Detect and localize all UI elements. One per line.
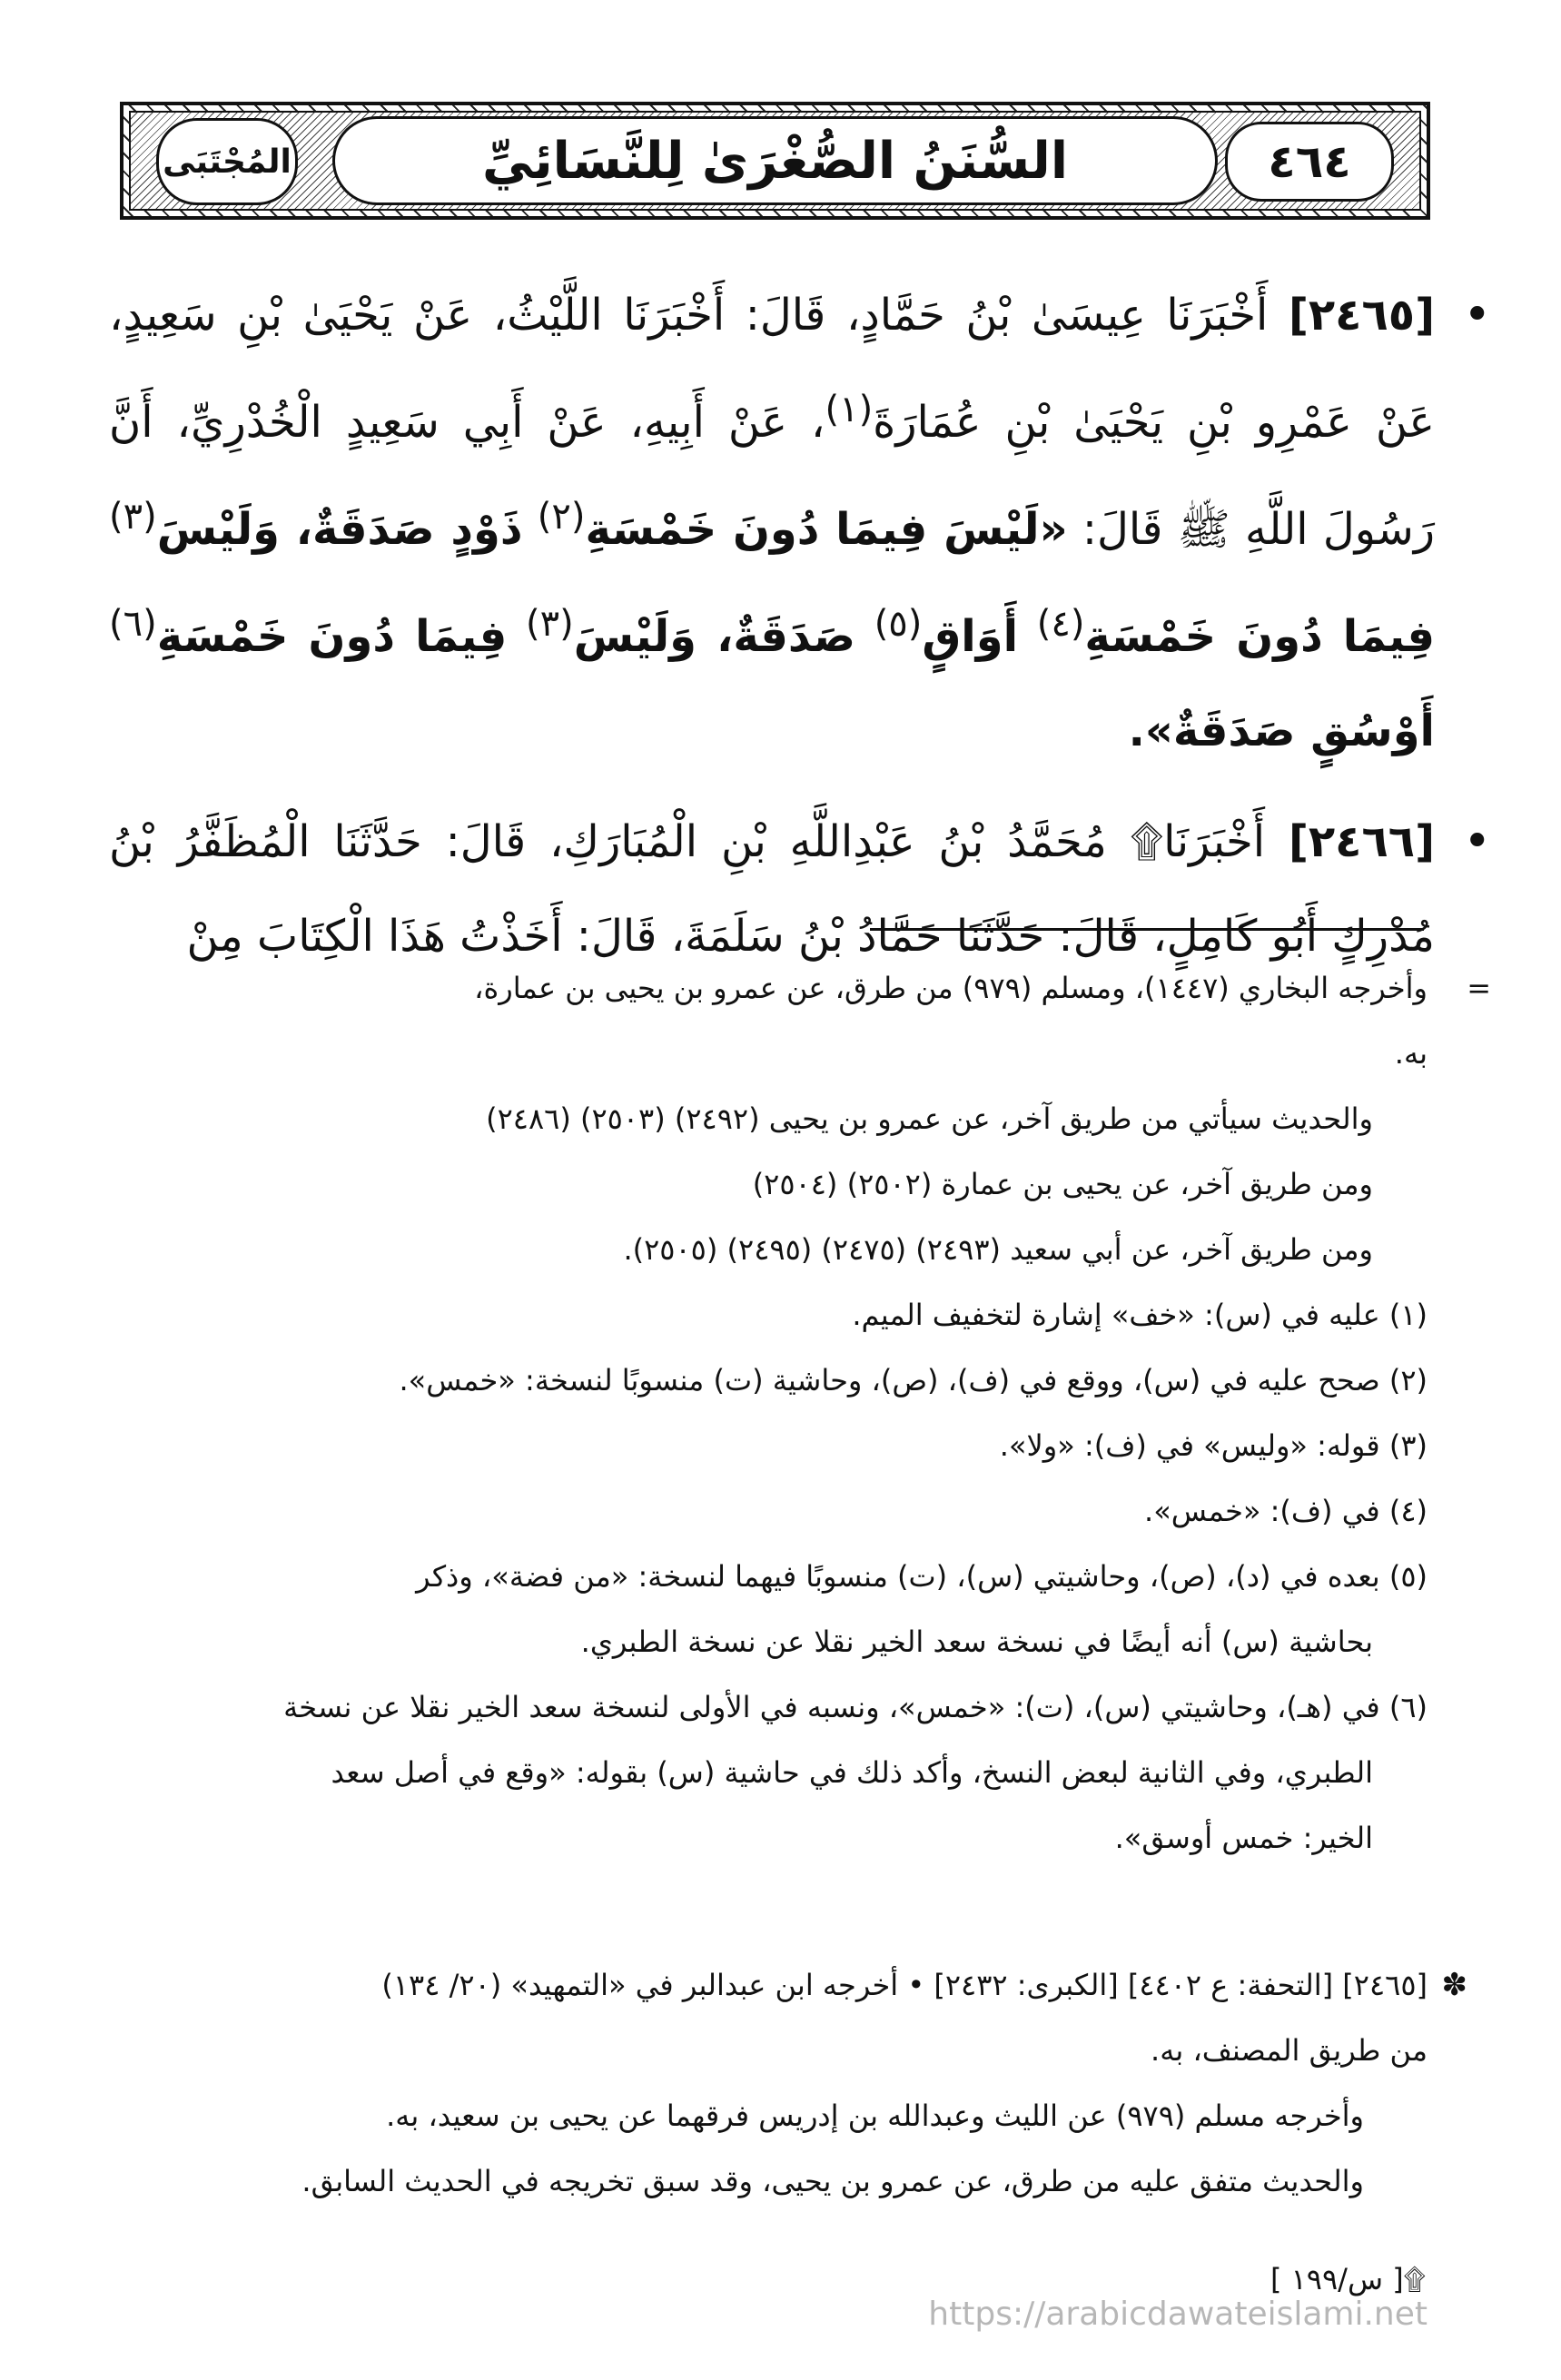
footnote-6-cont: الخير: خمس أوسق». <box>1114 1821 1373 1855</box>
footnote-5: (٥) بعده في (د)، (ص)، وحاشيتي (س)، (ت) منسوبًا فيهما لنسخة: «من فضة»، وذكر <box>416 1559 1428 1594</box>
footnote-ref: (٢) <box>537 496 586 538</box>
manuscript-page-ref: ۩[ س/١٩٩ ] <box>1270 2262 1426 2296</box>
takhrij-line: والحديث متفق عليه من طرق، عن عمرو بن يحيى، وقد سبق تخريجه في الحديث السابق. <box>301 2164 1364 2198</box>
footnote-1: (١) عليه في (س): «خف» إشارة لتخفيف الميم. <box>852 1298 1428 1332</box>
hadith-matn: أَوْسُقٍ صَدَقَةٌ». <box>1128 706 1435 756</box>
footnote-4: (٤) في (ف): «خمس». <box>1144 1494 1428 1528</box>
hadith-matn: «لَيْسَ فِيمَا دُونَ خَمْسَةِ <box>585 504 1068 555</box>
star-icon: ✽ <box>1441 1967 1467 2003</box>
note-line: والحديث سيأتي من طريق آخر، عن عمرو بن يحيى (٢٤٩٢) (٢٥٠٣) (٢٤٨٦) <box>486 1101 1373 1136</box>
footnote-ref: (٣) <box>526 603 574 645</box>
header-title-frame <box>332 116 1218 205</box>
hadith-bullet: • <box>1463 815 1491 869</box>
footnote-ref: (٥) <box>874 603 923 645</box>
takhrij-line: [٢٤٦٥] [التحفة: ع ٤٤٠٢] [الكبرى: ٢٤٣٢] • أخرجه ابن عبدالبر في «التمهيد» (٢٠/ ١٣٤) <box>381 1968 1428 2002</box>
main-text <box>109 268 1491 983</box>
footnote-5-cont: بحاشية (س) أنه أيضًا في نسخة سعد الخير نقلا عن نسخة الطبري. <box>580 1625 1373 1659</box>
footnote-6: (٦) في (هـ)، وحاشيتي (س)، (ت): «خمس»، ونسبه في الأولى لنسخة سعد الخير نقلا عن نسخة <box>283 1690 1428 1724</box>
hadith-2465 <box>109 268 1491 778</box>
page-number: ٤٦٤ <box>1225 122 1394 202</box>
footnote-ref: (٦) <box>109 603 157 645</box>
footnote-2: (٢) صحح عليه في (س)، ووقع في (ف)، (ص)، وحاشية (ت) منسوبًا لنسخة: «خمس». <box>399 1363 1428 1397</box>
note-line: ومن طريق آخر، عن يحيى بن عمارة (٢٥٠٢) (٢٥٠٤) <box>752 1167 1373 1201</box>
footnote-ref: (٤) <box>1036 603 1085 645</box>
footnote-6-cont: الطبري، وفي الثانية لبعض النسخ، وأكد ذلك في حاشية (س) بقوله: «وقع في أصل سعد <box>331 1755 1373 1790</box>
hadith-number: [٢٤٦٦] <box>1288 816 1435 867</box>
footnotes <box>120 955 1491 1871</box>
note-line: به. <box>1394 1036 1428 1071</box>
ornamental-header <box>120 102 1430 220</box>
note-line: ومن طريق آخر، عن أبي سعيد (٢٤٩٣) (٢٤٧٥) (٢٤٩٥) (٢٥٠٥). <box>623 1232 1373 1267</box>
hadith-isnad-cont: ، عَنْ أَبِيهِ، عَنْ أَبِي سَعِيدٍ الْخُدْرِيِّ، أَنَّ رَسُولَ اللَّهِ ﷺ قَالَ: <box>109 397 1435 555</box>
watermark-url: https://arabicdawateislami.net <box>928 2296 1428 2333</box>
hadith-matn: أَوَاقٍ <box>922 611 1019 662</box>
footnote-ref: (٣) <box>109 496 157 538</box>
takhrij-section <box>120 1952 1467 2214</box>
hadith-matn: فِيمَا دُونَ خَمْسَةِ <box>156 611 508 662</box>
book-title: السُّنَنُ الصُّغْرَىٰ لِلنَّسَائِيِّ <box>481 131 1069 191</box>
hadith-bullet: • <box>1463 288 1491 342</box>
hadith-isnad: أَخْبَرَنَا عِيسَىٰ بْنُ حَمَّادٍ، قَالَ: أَخْبَرَنَا اللَّيْثُ، عَنْ يَحْيَىٰ بْنِ سَعِيدٍ، عَنْ عَمْرِو بْنِ يَحْيَىٰ بْنِ عُمَارَةَ <box>109 290 1436 448</box>
book-badge: المُجْتَبَى <box>156 118 298 205</box>
footnote-separator <box>870 928 1424 931</box>
footnote-3: (٣) قوله: «وليس» في (ف): «ولا». <box>999 1428 1428 1463</box>
continuation-mark: = <box>1467 971 1491 1005</box>
takhrij-entry <box>120 1952 1467 2214</box>
hadith-matn: فِيمَا دُونَ خَمْسَةِ <box>1084 611 1436 662</box>
note-line: وأخرجه البخاري (١٤٤٧)، ومسلم (٩٧٩) من طرق، عن عمرو بن يحيى بن عمارة، <box>474 971 1428 1005</box>
continued-note <box>120 955 1491 1282</box>
hadith-isnad: أَخْبَرَنَا۩ مُحَمَّدُ بْنُ عَبْدِاللَّهِ بْنِ الْمُبَارَكِ، قَالَ: حَدَّثَنَا الْمُظَفَّرُ بْنُ مُدْرِكٍ أَبُو كَامِلٍ، قَالَ: حَدَّثَنَا حَمَّادُ بْنُ سَلَمَةَ، قَالَ: أَخَذْتُ هَذَا الْكِتَابَ مِنْ <box>109 816 1435 962</box>
footnote-ref: (١) <box>825 389 874 430</box>
hadith-matn: صَدَقَةٌ، وَلَيْسَ <box>573 611 856 662</box>
hadith-number: [٢٤٦٥] <box>1288 290 1435 341</box>
takhrij-line: من طريق المصنف، به. <box>1151 2033 1428 2068</box>
takhrij-line: وأخرجه مسلم (٩٧٩) عن الليث وعبدالله بن إدريس فرقهما عن يحيى بن سعيد، به. <box>386 2099 1364 2133</box>
hadith-matn: ذَوْدٍ صَدَقَةٌ، وَلَيْسَ <box>156 504 523 555</box>
